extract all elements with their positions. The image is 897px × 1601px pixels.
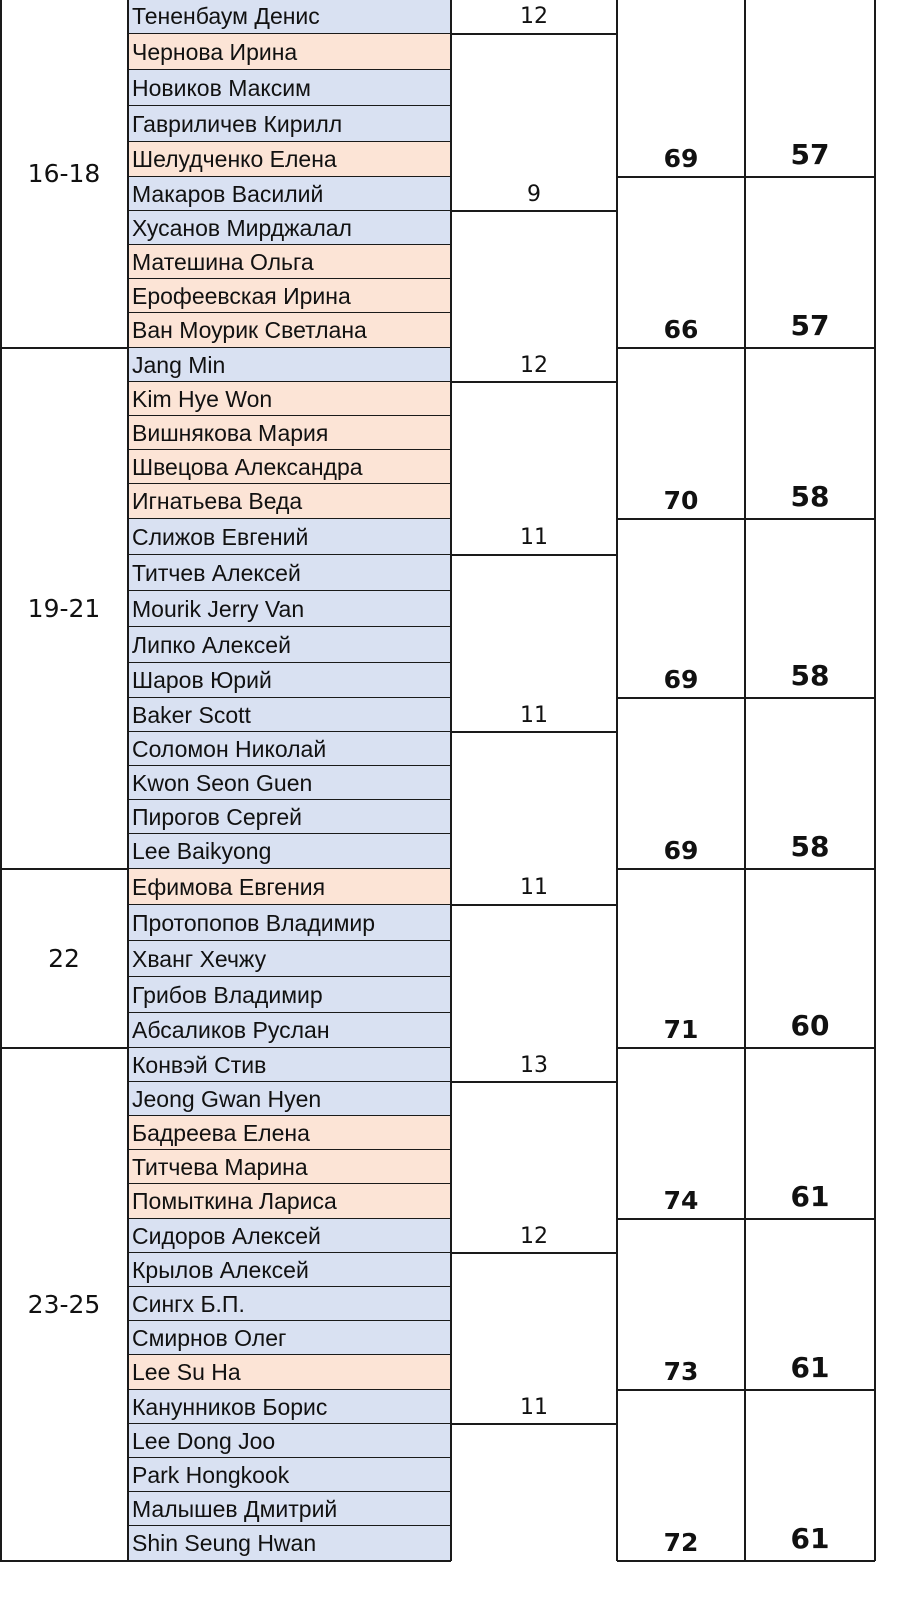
- player-name-cell: Lee Su Ha: [128, 1355, 451, 1390]
- player-name-cell: Вишнякова Мария: [128, 416, 451, 450]
- team-count-cell: 11: [520, 874, 548, 900]
- player-name-cell: Baker Scott: [128, 698, 451, 732]
- team-total-score: 66: [663, 315, 699, 344]
- player-name-cell: Протопопов Владимир: [128, 905, 451, 941]
- player-name-cell: Игнатьева Веда: [128, 484, 451, 519]
- player-name-cell: Lee Baikyong: [128, 834, 451, 869]
- grid-line: [451, 1081, 617, 1083]
- player-name-cell: Park Hongkook: [128, 1458, 451, 1492]
- team-handicap-score: 58: [790, 659, 830, 692]
- team-handicap-score: 61: [790, 1522, 830, 1555]
- grid-line: [451, 731, 617, 733]
- grid-line: [451, 554, 617, 556]
- grid-line: [451, 1252, 617, 1254]
- team-total-score: 70: [663, 486, 699, 515]
- player-name-cell: Соломон Николай: [128, 732, 451, 766]
- grid-line: [451, 33, 617, 35]
- player-name-cell: Слижов Евгений: [128, 519, 451, 555]
- team-handicap-score: 61: [790, 1180, 830, 1213]
- grid-line: [451, 1423, 617, 1425]
- player-name-cell: Хванг Хечжу: [128, 941, 451, 977]
- player-name-cell: Матешина Ольга: [128, 245, 451, 279]
- team-count-cell: 12: [520, 3, 548, 29]
- team-count-cell: 9: [527, 181, 541, 207]
- grid-line: [617, 1560, 875, 1562]
- player-name-cell: Kim Hye Won: [128, 382, 451, 416]
- age-group-label: 23-25: [27, 1290, 101, 1319]
- player-name-cell: Шаров Юрий: [128, 663, 451, 698]
- player-name-cell: Ерофеевская Ирина: [128, 279, 451, 313]
- player-name-cell: Ван Моурик Светлана: [128, 313, 451, 348]
- player-name-cell: Kwon Seon Guen: [128, 766, 451, 800]
- grid-line: [127, 0, 129, 1561]
- grid-line: [0, 0, 2, 1561]
- player-name-cell: Хусанов Мирджалал: [128, 211, 451, 245]
- player-name-cell: Швецова Александра: [128, 450, 451, 484]
- team-total-score: 69: [663, 144, 699, 173]
- team-handicap-score: 57: [790, 309, 830, 342]
- player-name-cell: Шелудченко Елена: [128, 142, 451, 177]
- player-name-cell: Сидоров Алексей: [128, 1219, 451, 1253]
- player-name-cell: Lee Dong Joo: [128, 1424, 451, 1458]
- team-total-score: 69: [663, 836, 699, 865]
- team-total-score: 71: [663, 1015, 699, 1044]
- grid-line: [451, 210, 617, 212]
- player-name-cell: Липко Алексей: [128, 627, 451, 663]
- player-name-cell: Титчева Марина: [128, 1150, 451, 1184]
- player-name-cell: Макаров Василий: [128, 177, 451, 211]
- grid-line: [744, 0, 746, 1561]
- grid-line: [450, 0, 452, 1561]
- team-count-cell: 12: [520, 352, 548, 378]
- team-count-cell: 13: [520, 1052, 548, 1078]
- team-count-cell: 11: [520, 524, 548, 550]
- team-handicap-score: 58: [790, 830, 830, 863]
- player-name-cell: Shin Seung Hwan: [128, 1526, 451, 1561]
- team-count-cell: 12: [520, 1223, 548, 1249]
- grid-line: [0, 1560, 128, 1562]
- player-name-cell: Гавриличев Кирилл: [128, 106, 451, 142]
- player-name-cell: Тененбаум Денис: [128, 0, 451, 34]
- team-count-cell: 11: [520, 702, 548, 728]
- player-name-cell: Чернова Ирина: [128, 34, 451, 70]
- player-name-cell: Смирнов Олег: [128, 1321, 451, 1355]
- grid-line: [451, 381, 617, 383]
- player-name-cell: Крылов Алексей: [128, 1253, 451, 1287]
- player-name-cell: Jeong Gwan Hyen: [128, 1082, 451, 1116]
- age-group-label: 16-18: [27, 158, 101, 188]
- player-name-cell: Помыткина Лариса: [128, 1184, 451, 1219]
- player-name-cell: Абсаликов Руслан: [128, 1013, 451, 1048]
- player-name-cell: Грибов Владимир: [128, 977, 451, 1013]
- team-handicap-score: 57: [790, 138, 830, 171]
- player-name-cell: Пирогов Сергей: [128, 800, 451, 834]
- player-name-cell: Сингх Б.П.: [128, 1287, 451, 1321]
- team-handicap-score: 60: [790, 1009, 830, 1042]
- team-handicap-score: 61: [790, 1351, 830, 1384]
- team-total-score: 73: [663, 1357, 699, 1386]
- grid-line: [616, 0, 618, 1561]
- age-group-label: 22: [48, 944, 80, 973]
- grid-line: [451, 904, 617, 906]
- player-name-cell: Бадреева Елена: [128, 1116, 451, 1150]
- player-name-cell: Малышев Дмитрий: [128, 1492, 451, 1526]
- team-count-cell: 11: [520, 1394, 548, 1420]
- age-group-label: 19-21: [27, 594, 101, 623]
- team-handicap-score: 58: [790, 480, 830, 513]
- player-name-cell: Канунников Борис: [128, 1390, 451, 1424]
- team-total-score: 74: [663, 1186, 699, 1215]
- grid-line: [128, 1560, 451, 1562]
- team-total-score: 69: [663, 665, 699, 694]
- grid-line: [874, 0, 876, 1561]
- player-name-cell: Ефимова Евгения: [128, 869, 451, 905]
- player-name-cell: Новиков Максим: [128, 70, 451, 106]
- player-name-cell: Mourik Jerry Van: [128, 591, 451, 627]
- player-name-cell: Jang Min: [128, 348, 451, 382]
- team-total-score: 72: [663, 1528, 699, 1557]
- player-name-cell: Конвэй Стив: [128, 1048, 451, 1082]
- player-name-cell: Титчев Алексей: [128, 555, 451, 591]
